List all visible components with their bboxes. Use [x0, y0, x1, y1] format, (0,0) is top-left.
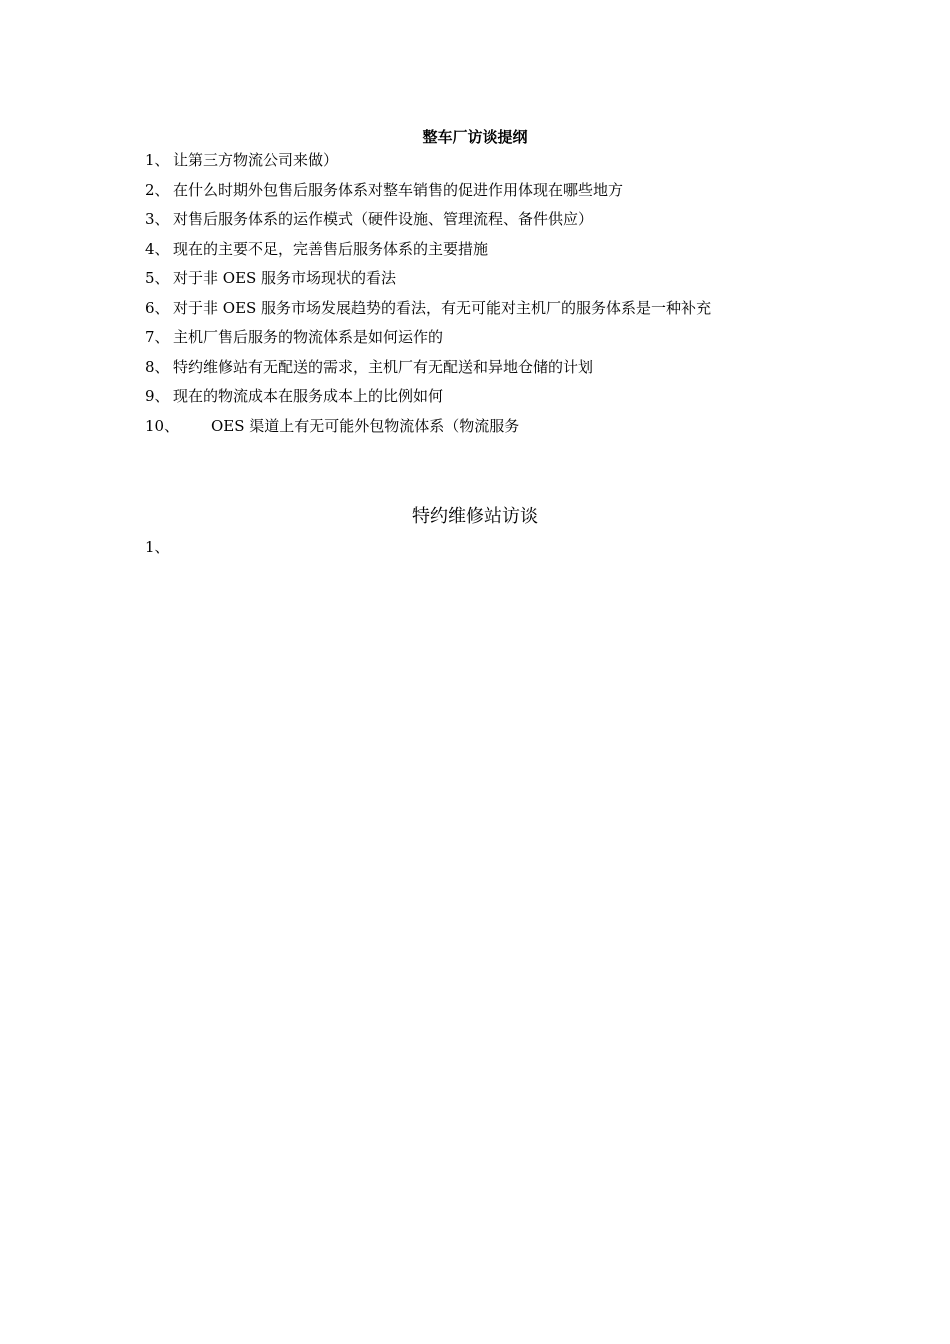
list-item [145, 180, 845, 210]
item-number: 1、 [145, 538, 170, 556]
item-number: 8、 [145, 357, 170, 376]
list-item [145, 537, 178, 557]
list-item [145, 298, 845, 328]
list-item [145, 386, 845, 416]
section-title-service-station-interview: 特约维修站访谈 [412, 506, 538, 527]
item-number: 10、 [145, 416, 180, 435]
list-item [145, 239, 845, 269]
item-text: OES 渠道上有无可能外包物流体系（物流服务 [211, 416, 520, 435]
item-text: 让第三方物流公司来做） [173, 151, 339, 169]
item-number: 1、 [145, 151, 170, 169]
item-number: 4、 [145, 239, 170, 258]
item-text: 对售后服务体系的运作模式（硬件设施、管理流程、备件供应） [173, 210, 594, 228]
item-number: 3、 [145, 210, 170, 228]
list-item [145, 150, 845, 180]
item-text: 主机厂售后服务的物流体系是如何运作的 [173, 328, 444, 346]
item-text: 对于非 OES 服务市场发展趋势的看法，有无可能对主机厂的服务体系是一种补充 [173, 298, 712, 317]
list-item [145, 209, 845, 239]
list-item [145, 327, 845, 357]
item-number: 6、 [145, 298, 170, 317]
service-station-interview-list [145, 537, 178, 557]
item-number: 5、 [145, 269, 170, 287]
item-text: 现在的物流成本在服务成本上的比例如何 [173, 387, 444, 405]
item-text: 现在的主要不足，完善售后服务体系的主要措施 [173, 239, 489, 258]
item-text: 特约维修站有无配送的需求，主机厂有无配送和异地仓储的计划 [173, 357, 594, 376]
item-number: 2、 [145, 180, 170, 199]
oem-interview-list [145, 150, 845, 445]
item-number: 7、 [145, 328, 170, 346]
item-text: 在什么时期外包售后服务体系对整车销售的促进作用体现在哪些地方 [173, 180, 624, 199]
section-title-oem-interview: 整车厂访谈提纲 [422, 128, 528, 146]
list-item [145, 268, 845, 298]
list-item [145, 357, 845, 387]
list-item [145, 416, 845, 446]
item-number: 9、 [145, 387, 170, 405]
item-text: 对于非 OES 服务市场现状的看法 [173, 269, 397, 287]
